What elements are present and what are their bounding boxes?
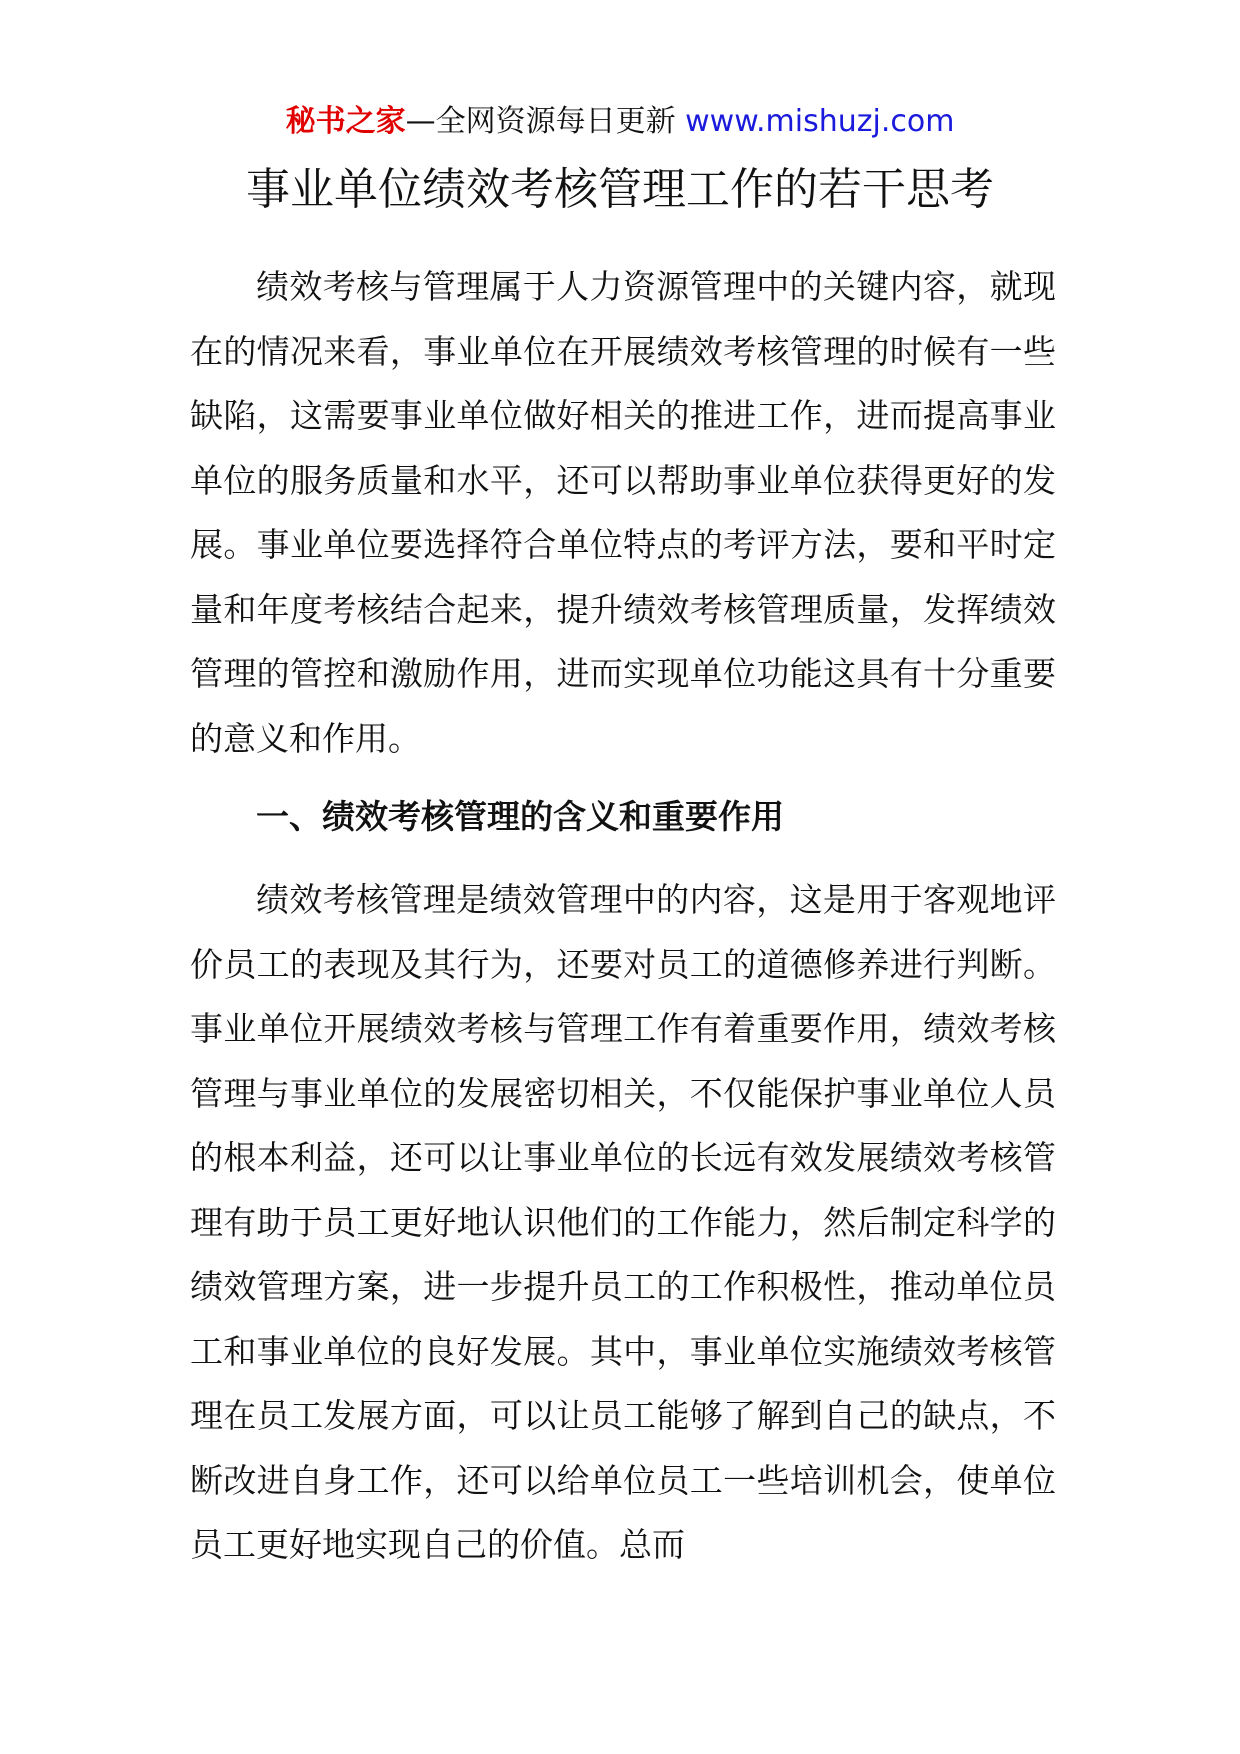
- header-tagline: —全网资源每日更新: [405, 104, 676, 139]
- body-paragraph: 绩效考核管理是绩效管理中的内容，这是用于客观地评价员工的表现及其行为，还要对员工的道德修养进行判断。事业单位开展绩效考核与管理工作有着重要作用，绩效考核管理与事业单位的发展密切相关，不仅能保护事业单位人员的根本利益，还可以让事业单位的长远有效发展绩效考核管理有助于员工更好地认识他们的工作能力，然后制定科学的绩效管理方案，进一步提升员工的工作积极性，推动单位员工和事业单位的良好发展。其中，事业单位实施绩效考核管理在员工发展方面，可以让员工能够了解到自己的缺点，不断改进自身工作，还可以给单位员工一些培训机会，使单位员工更好地实现自己的价值。总而: [190, 880, 1056, 1564]
- brand-name: 秘书之家: [285, 104, 406, 139]
- site-url-link[interactable]: www.mishuzj.com: [685, 104, 955, 139]
- document-title: 事业单位绩效考核管理工作的若干思考: [246, 164, 994, 215]
- section-heading: 一、绩效考核管理的含义和重要作用: [256, 797, 784, 836]
- body-paragraph: 绩效考核与管理属于人力资源管理中的关键内容，就现在的情况来看，事业单位在开展绩效考核管理的时候有一些缺陷，这需要事业单位做好相关的推进工作，进而提高事业单位的服务质量和水平，还可以帮助事业单位获得更好的发展。事业单位要选择符合单位特点的考评方法，要和平时定量和年度考核结合起来，提升绩效考核管理质量，发挥绩效管理的管控和激励作用，进而实现单位功能这具有十分重要的意义和作用。: [190, 267, 1056, 758]
- site-header: [0, 100, 1240, 144]
